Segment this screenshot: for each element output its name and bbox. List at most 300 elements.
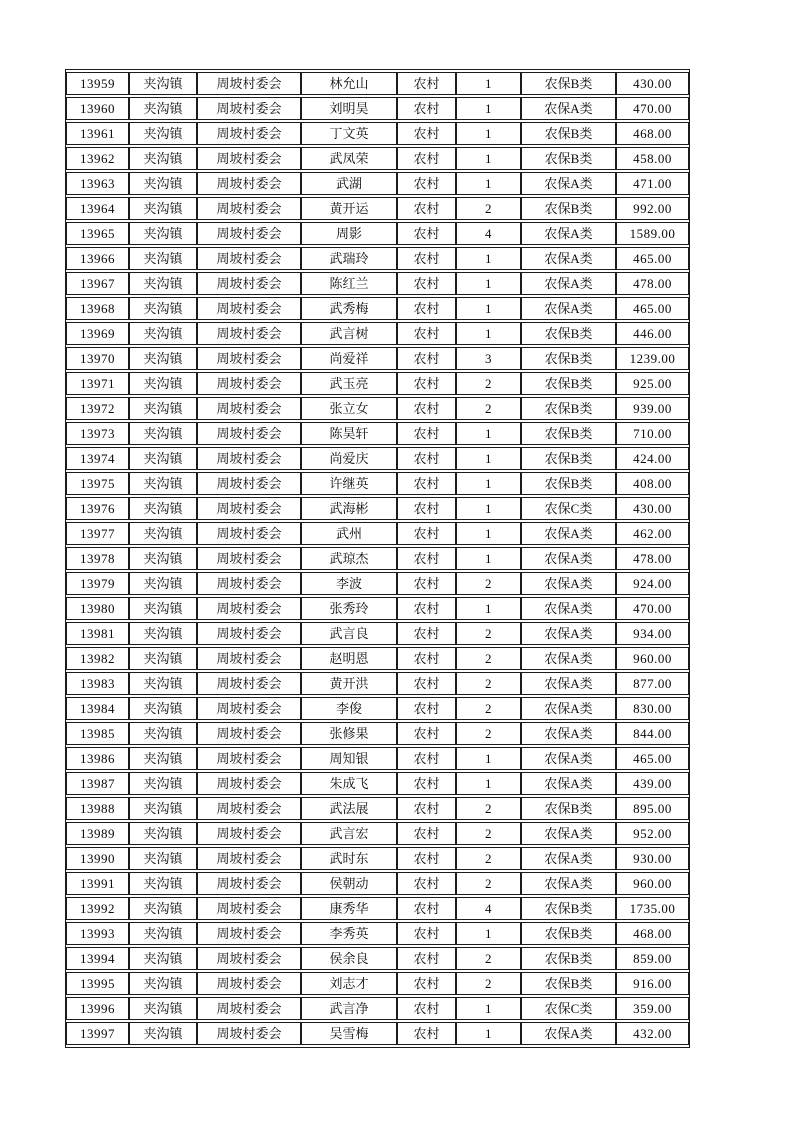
cell-count: 2 (456, 697, 521, 720)
cell-area-type: 农村 (397, 72, 456, 95)
cell-id: 13995 (66, 972, 129, 995)
table-row (66, 747, 689, 770)
cell-count: 4 (456, 222, 521, 245)
cell-count: 1 (456, 172, 521, 195)
cell-category: 农保A类 (521, 747, 616, 770)
cell-name: 康秀华 (301, 897, 397, 920)
cell-town: 夹沟镇 (129, 972, 197, 995)
cell-town: 夹沟镇 (129, 122, 197, 145)
cell-village: 周坡村委会 (197, 672, 301, 695)
cell-area-type: 农村 (397, 197, 456, 220)
cell-amount: 952.00 (616, 822, 689, 845)
cell-amount: 465.00 (616, 247, 689, 270)
cell-category: 农保A类 (521, 172, 616, 195)
cell-town: 夹沟镇 (129, 672, 197, 695)
cell-town: 夹沟镇 (129, 322, 197, 345)
cell-area-type: 农村 (397, 572, 456, 595)
cell-amount: 1735.00 (616, 897, 689, 920)
cell-amount: 465.00 (616, 747, 689, 770)
table-row (66, 472, 689, 495)
cell-area-type: 农村 (397, 322, 456, 345)
cell-name: 黄开洪 (301, 672, 397, 695)
cell-village: 周坡村委会 (197, 147, 301, 170)
cell-town: 夹沟镇 (129, 872, 197, 895)
cell-village: 周坡村委会 (197, 497, 301, 520)
cell-id: 13967 (66, 272, 129, 295)
cell-area-type: 农村 (397, 697, 456, 720)
cell-name: 侯朝动 (301, 872, 397, 895)
cell-name: 刘明昊 (301, 97, 397, 120)
cell-category: 农保B类 (521, 797, 616, 820)
cell-amount: 1589.00 (616, 222, 689, 245)
cell-area-type: 农村 (397, 397, 456, 420)
cell-town: 夹沟镇 (129, 547, 197, 570)
cell-category: 农保B类 (521, 947, 616, 970)
cell-count: 1 (456, 322, 521, 345)
cell-amount: 458.00 (616, 147, 689, 170)
cell-area-type: 农村 (397, 622, 456, 645)
cell-id: 13986 (66, 747, 129, 770)
cell-category: 农保A类 (521, 772, 616, 795)
cell-town: 夹沟镇 (129, 522, 197, 545)
cell-count: 1 (456, 247, 521, 270)
cell-village: 周坡村委会 (197, 322, 301, 345)
table-row (66, 597, 689, 620)
cell-village: 周坡村委会 (197, 347, 301, 370)
cell-amount: 939.00 (616, 397, 689, 420)
cell-name: 尚爱祥 (301, 347, 397, 370)
cell-amount: 470.00 (616, 597, 689, 620)
cell-id: 13960 (66, 97, 129, 120)
cell-village: 周坡村委会 (197, 822, 301, 845)
cell-amount: 468.00 (616, 922, 689, 945)
cell-town: 夹沟镇 (129, 72, 197, 95)
cell-count: 2 (456, 872, 521, 895)
cell-town: 夹沟镇 (129, 897, 197, 920)
cell-village: 周坡村委会 (197, 522, 301, 545)
cell-village: 周坡村委会 (197, 272, 301, 295)
table-row (66, 572, 689, 595)
cell-category: 农保B类 (521, 472, 616, 495)
table-row (66, 922, 689, 945)
cell-amount: 916.00 (616, 972, 689, 995)
cell-count: 1 (456, 497, 521, 520)
cell-id: 13964 (66, 197, 129, 220)
cell-area-type: 农村 (397, 722, 456, 745)
cell-town: 夹沟镇 (129, 622, 197, 645)
cell-name: 李波 (301, 572, 397, 595)
cell-count: 1 (456, 272, 521, 295)
cell-village: 周坡村委会 (197, 797, 301, 820)
cell-town: 夹沟镇 (129, 1022, 197, 1045)
cell-name: 周知银 (301, 747, 397, 770)
cell-village: 周坡村委会 (197, 72, 301, 95)
cell-name: 武琼杰 (301, 547, 397, 570)
cell-category: 农保B类 (521, 422, 616, 445)
cell-amount: 877.00 (616, 672, 689, 695)
cell-id: 13991 (66, 872, 129, 895)
cell-area-type: 农村 (397, 822, 456, 845)
cell-category: 农保B类 (521, 922, 616, 945)
cell-name: 张秀玲 (301, 597, 397, 620)
cell-id: 13983 (66, 672, 129, 695)
cell-town: 夹沟镇 (129, 772, 197, 795)
cell-amount: 446.00 (616, 322, 689, 345)
cell-village: 周坡村委会 (197, 647, 301, 670)
cell-category: 农保A类 (521, 247, 616, 270)
cell-area-type: 农村 (397, 647, 456, 670)
cell-category: 农保A类 (521, 847, 616, 870)
cell-id: 13997 (66, 1022, 129, 1045)
cell-amount: 934.00 (616, 622, 689, 645)
cell-area-type: 农村 (397, 97, 456, 120)
cell-area-type: 农村 (397, 797, 456, 820)
cell-category: 农保A类 (521, 822, 616, 845)
cell-count: 1 (456, 97, 521, 120)
table-row (66, 72, 689, 95)
cell-village: 周坡村委会 (197, 722, 301, 745)
cell-count: 1 (456, 772, 521, 795)
cell-count: 2 (456, 197, 521, 220)
cell-town: 夹沟镇 (129, 747, 197, 770)
cell-id: 13961 (66, 122, 129, 145)
table-row (66, 397, 689, 420)
cell-village: 周坡村委会 (197, 772, 301, 795)
cell-id: 13968 (66, 297, 129, 320)
cell-town: 夹沟镇 (129, 422, 197, 445)
cell-village: 周坡村委会 (197, 997, 301, 1020)
cell-category: 农保A类 (521, 672, 616, 695)
cell-count: 2 (456, 372, 521, 395)
cell-id: 13965 (66, 222, 129, 245)
cell-town: 夹沟镇 (129, 997, 197, 1020)
cell-id: 13966 (66, 247, 129, 270)
cell-count: 2 (456, 397, 521, 420)
cell-area-type: 农村 (397, 872, 456, 895)
cell-village: 周坡村委会 (197, 622, 301, 645)
table-row (66, 547, 689, 570)
cell-id: 13963 (66, 172, 129, 195)
cell-area-type: 农村 (397, 522, 456, 545)
cell-village: 周坡村委会 (197, 697, 301, 720)
cell-count: 1 (456, 147, 521, 170)
table-row (66, 972, 689, 995)
table-row (66, 797, 689, 820)
payment-roster-table (65, 69, 690, 1048)
cell-count: 1 (456, 297, 521, 320)
cell-id: 13994 (66, 947, 129, 970)
cell-category: 农保B类 (521, 322, 616, 345)
cell-count: 1 (456, 597, 521, 620)
cell-category: 农保A类 (521, 597, 616, 620)
cell-category: 农保A类 (521, 272, 616, 295)
cell-town: 夹沟镇 (129, 597, 197, 620)
cell-area-type: 农村 (397, 422, 456, 445)
cell-town: 夹沟镇 (129, 247, 197, 270)
cell-village: 周坡村委会 (197, 572, 301, 595)
table-row (66, 297, 689, 320)
cell-name: 陈红兰 (301, 272, 397, 295)
cell-name: 赵明恩 (301, 647, 397, 670)
cell-name: 许继英 (301, 472, 397, 495)
cell-town: 夹沟镇 (129, 447, 197, 470)
cell-count: 2 (456, 972, 521, 995)
cell-id: 13992 (66, 897, 129, 920)
cell-amount: 430.00 (616, 72, 689, 95)
cell-id: 13973 (66, 422, 129, 445)
cell-area-type: 农村 (397, 147, 456, 170)
cell-category: 农保A类 (521, 872, 616, 895)
cell-category: 农保A类 (521, 547, 616, 570)
cell-town: 夹沟镇 (129, 497, 197, 520)
cell-category: 农保B类 (521, 147, 616, 170)
cell-count: 4 (456, 897, 521, 920)
cell-amount: 432.00 (616, 1022, 689, 1045)
cell-amount: 468.00 (616, 122, 689, 145)
cell-amount: 924.00 (616, 572, 689, 595)
cell-count: 1 (456, 997, 521, 1020)
cell-count: 2 (456, 722, 521, 745)
cell-id: 13975 (66, 472, 129, 495)
cell-name: 吴雪梅 (301, 1022, 397, 1045)
cell-category: 农保A类 (521, 572, 616, 595)
cell-town: 夹沟镇 (129, 472, 197, 495)
cell-village: 周坡村委会 (197, 597, 301, 620)
cell-name: 武州 (301, 522, 397, 545)
cell-category: 农保B类 (521, 72, 616, 95)
table-row (66, 172, 689, 195)
cell-count: 1 (456, 1022, 521, 1045)
table-row (66, 847, 689, 870)
cell-id: 13993 (66, 922, 129, 945)
table-row (66, 872, 689, 895)
cell-id: 13987 (66, 772, 129, 795)
cell-count: 2 (456, 647, 521, 670)
cell-id: 13971 (66, 372, 129, 395)
cell-amount: 478.00 (616, 547, 689, 570)
cell-category: 农保A类 (521, 1022, 616, 1045)
cell-town: 夹沟镇 (129, 797, 197, 820)
cell-id: 13980 (66, 597, 129, 620)
cell-count: 1 (456, 522, 521, 545)
cell-village: 周坡村委会 (197, 1022, 301, 1045)
table-row (66, 147, 689, 170)
table-row (66, 497, 689, 520)
cell-name: 武玉亮 (301, 372, 397, 395)
cell-village: 周坡村委会 (197, 422, 301, 445)
cell-count: 1 (456, 747, 521, 770)
cell-area-type: 农村 (397, 472, 456, 495)
cell-village: 周坡村委会 (197, 447, 301, 470)
table-row (66, 622, 689, 645)
cell-category: 农保A类 (521, 522, 616, 545)
cell-area-type: 农村 (397, 547, 456, 570)
cell-category: 农保C类 (521, 497, 616, 520)
cell-area-type: 农村 (397, 972, 456, 995)
cell-name: 刘志才 (301, 972, 397, 995)
cell-name: 周影 (301, 222, 397, 245)
cell-category: 农保B类 (521, 972, 616, 995)
cell-id: 13978 (66, 547, 129, 570)
cell-count: 1 (456, 72, 521, 95)
cell-name: 朱成飞 (301, 772, 397, 795)
cell-id: 13974 (66, 447, 129, 470)
table-row (66, 947, 689, 970)
cell-town: 夹沟镇 (129, 297, 197, 320)
cell-id: 13976 (66, 497, 129, 520)
cell-id: 13981 (66, 622, 129, 645)
table-body (66, 72, 689, 1045)
table-row (66, 647, 689, 670)
cell-category: 农保B类 (521, 347, 616, 370)
cell-id: 13969 (66, 322, 129, 345)
table-row (66, 722, 689, 745)
cell-amount: 439.00 (616, 772, 689, 795)
cell-id: 13990 (66, 847, 129, 870)
cell-category: 农保A类 (521, 647, 616, 670)
cell-amount: 359.00 (616, 997, 689, 1020)
table-row (66, 122, 689, 145)
cell-amount: 710.00 (616, 422, 689, 445)
table-row (66, 347, 689, 370)
cell-id: 13996 (66, 997, 129, 1020)
cell-count: 1 (456, 547, 521, 570)
cell-amount: 462.00 (616, 522, 689, 545)
cell-area-type: 农村 (397, 597, 456, 620)
cell-town: 夹沟镇 (129, 172, 197, 195)
cell-count: 1 (456, 472, 521, 495)
cell-id: 13988 (66, 797, 129, 820)
cell-id: 13989 (66, 822, 129, 845)
cell-name: 武法展 (301, 797, 397, 820)
cell-area-type: 农村 (397, 447, 456, 470)
cell-village: 周坡村委会 (197, 922, 301, 945)
cell-village: 周坡村委会 (197, 897, 301, 920)
table-row (66, 997, 689, 1020)
cell-town: 夹沟镇 (129, 347, 197, 370)
cell-village: 周坡村委会 (197, 297, 301, 320)
cell-name: 尚爱庆 (301, 447, 397, 470)
cell-category: 农保A类 (521, 222, 616, 245)
table-row (66, 822, 689, 845)
cell-village: 周坡村委会 (197, 872, 301, 895)
cell-name: 张立女 (301, 397, 397, 420)
cell-town: 夹沟镇 (129, 572, 197, 595)
cell-category: 农保C类 (521, 997, 616, 1020)
cell-name: 丁文英 (301, 122, 397, 145)
cell-amount: 895.00 (616, 797, 689, 820)
cell-amount: 844.00 (616, 722, 689, 745)
cell-category: 农保A类 (521, 97, 616, 120)
cell-area-type: 农村 (397, 297, 456, 320)
cell-area-type: 农村 (397, 372, 456, 395)
cell-name: 武时东 (301, 847, 397, 870)
cell-name: 侯余良 (301, 947, 397, 970)
cell-amount: 859.00 (616, 947, 689, 970)
cell-name: 林允山 (301, 72, 397, 95)
cell-town: 夹沟镇 (129, 947, 197, 970)
cell-name: 武言良 (301, 622, 397, 645)
table-row (66, 897, 689, 920)
cell-count: 1 (456, 447, 521, 470)
cell-category: 农保B类 (521, 372, 616, 395)
cell-area-type: 农村 (397, 672, 456, 695)
cell-category: 农保A类 (521, 297, 616, 320)
cell-amount: 470.00 (616, 97, 689, 120)
cell-village: 周坡村委会 (197, 222, 301, 245)
cell-amount: 930.00 (616, 847, 689, 870)
table-row (66, 197, 689, 220)
cell-name: 李秀英 (301, 922, 397, 945)
cell-village: 周坡村委会 (197, 847, 301, 870)
cell-town: 夹沟镇 (129, 197, 197, 220)
table-row (66, 322, 689, 345)
cell-area-type: 农村 (397, 747, 456, 770)
cell-id: 13979 (66, 572, 129, 595)
cell-count: 2 (456, 947, 521, 970)
cell-name: 武湖 (301, 172, 397, 195)
cell-village: 周坡村委会 (197, 247, 301, 270)
cell-category: 农保A类 (521, 622, 616, 645)
table-row (66, 247, 689, 270)
cell-area-type: 农村 (397, 272, 456, 295)
cell-amount: 478.00 (616, 272, 689, 295)
cell-town: 夹沟镇 (129, 97, 197, 120)
cell-town: 夹沟镇 (129, 272, 197, 295)
cell-town: 夹沟镇 (129, 922, 197, 945)
cell-name: 李俊 (301, 697, 397, 720)
cell-area-type: 农村 (397, 247, 456, 270)
cell-town: 夹沟镇 (129, 697, 197, 720)
cell-area-type: 农村 (397, 947, 456, 970)
cell-area-type: 农村 (397, 847, 456, 870)
cell-village: 周坡村委会 (197, 547, 301, 570)
cell-name: 武海彬 (301, 497, 397, 520)
cell-amount: 960.00 (616, 872, 689, 895)
cell-id: 13959 (66, 72, 129, 95)
cell-village: 周坡村委会 (197, 397, 301, 420)
cell-count: 2 (456, 822, 521, 845)
cell-category: 农保B类 (521, 397, 616, 420)
cell-count: 1 (456, 922, 521, 945)
cell-amount: 430.00 (616, 497, 689, 520)
cell-amount: 465.00 (616, 297, 689, 320)
cell-id: 13962 (66, 147, 129, 170)
cell-village: 周坡村委会 (197, 972, 301, 995)
cell-amount: 1239.00 (616, 347, 689, 370)
cell-area-type: 农村 (397, 897, 456, 920)
table-row (66, 772, 689, 795)
cell-village: 周坡村委会 (197, 172, 301, 195)
cell-id: 13984 (66, 697, 129, 720)
cell-id: 13970 (66, 347, 129, 370)
cell-name: 武秀梅 (301, 297, 397, 320)
cell-area-type: 农村 (397, 1022, 456, 1045)
cell-village: 周坡村委会 (197, 472, 301, 495)
cell-category: 农保B类 (521, 122, 616, 145)
cell-village: 周坡村委会 (197, 947, 301, 970)
cell-category: 农保B类 (521, 197, 616, 220)
cell-area-type: 农村 (397, 497, 456, 520)
cell-amount: 830.00 (616, 697, 689, 720)
cell-town: 夹沟镇 (129, 847, 197, 870)
cell-category: 农保B类 (521, 447, 616, 470)
cell-town: 夹沟镇 (129, 647, 197, 670)
cell-area-type: 农村 (397, 172, 456, 195)
cell-count: 2 (456, 622, 521, 645)
table-row (66, 97, 689, 120)
cell-village: 周坡村委会 (197, 97, 301, 120)
